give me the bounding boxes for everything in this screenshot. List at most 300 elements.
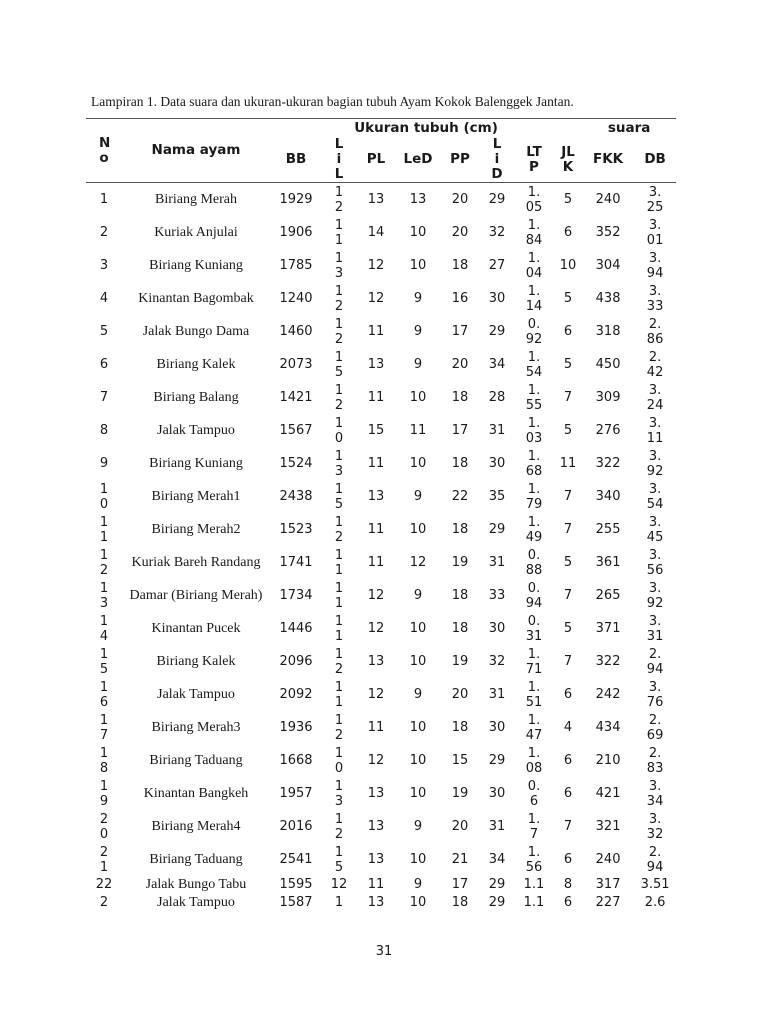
cell-pl: 13 bbox=[367, 786, 385, 801]
table-row bbox=[86, 216, 676, 249]
cell-fkk: 227 bbox=[595, 894, 621, 910]
cell-jlk: 6 bbox=[563, 324, 573, 339]
cell-led: 9 bbox=[413, 357, 423, 372]
cell-db: 3.92 bbox=[646, 580, 664, 611]
cell-jlk: 5 bbox=[563, 621, 573, 636]
cell-led: 10 bbox=[409, 753, 427, 768]
cell-ltp: 1.1 bbox=[523, 894, 545, 910]
cell-pp: 17 bbox=[451, 324, 469, 339]
table-row bbox=[86, 414, 676, 447]
cell-led: 9 bbox=[413, 324, 423, 339]
cell-lid: 32 bbox=[488, 225, 506, 240]
cell-ltp: 1.47 bbox=[525, 712, 543, 743]
table-row bbox=[86, 876, 676, 893]
cell-pp: 20 bbox=[451, 819, 469, 834]
cell-name: Biriang Balang bbox=[153, 390, 239, 405]
cell-lid: 29 bbox=[488, 894, 506, 910]
cell-led: 9 bbox=[413, 687, 423, 702]
cell-pl: 11 bbox=[367, 324, 385, 339]
table-row bbox=[86, 678, 676, 711]
cell-bb: 1523 bbox=[279, 522, 313, 537]
cell-pp: 18 bbox=[451, 390, 469, 405]
cell-led: 10 bbox=[409, 522, 427, 537]
cell-jlk: 5 bbox=[563, 291, 573, 306]
cell-jlk: 8 bbox=[563, 877, 573, 892]
cell-jlk: 7 bbox=[563, 390, 573, 405]
cell-bb: 1567 bbox=[279, 423, 313, 438]
cell-db: 3.54 bbox=[646, 481, 664, 512]
cell-lil: 15 bbox=[334, 481, 344, 512]
cell-lid: 30 bbox=[488, 456, 506, 471]
cell-db: 2.6 bbox=[644, 894, 666, 910]
table-row bbox=[86, 810, 676, 843]
table-row bbox=[86, 843, 676, 876]
header-pp: PP bbox=[440, 137, 480, 183]
cell-no: 22 bbox=[95, 877, 113, 892]
cell-led: 10 bbox=[409, 720, 427, 735]
cell-jlk: 7 bbox=[563, 588, 573, 603]
cell-no: 18 bbox=[99, 745, 109, 776]
cell-db: 3.51 bbox=[640, 877, 670, 892]
cell-bb: 2541 bbox=[279, 852, 313, 867]
cell-bb: 1929 bbox=[279, 192, 313, 207]
cell-fkk: 318 bbox=[595, 324, 621, 339]
cell-bb: 1906 bbox=[279, 225, 313, 240]
cell-fkk: 434 bbox=[595, 720, 621, 735]
cell-pp: 19 bbox=[451, 654, 469, 669]
cell-lid: 34 bbox=[488, 357, 506, 372]
cell-fkk: 361 bbox=[595, 555, 621, 570]
cell-led: 13 bbox=[409, 192, 427, 207]
cell-jlk: 7 bbox=[563, 489, 573, 504]
cell-pp: 20 bbox=[451, 225, 469, 240]
cell-pp: 22 bbox=[451, 489, 469, 504]
table-row bbox=[86, 546, 676, 579]
cell-bb: 1936 bbox=[279, 720, 313, 735]
cell-ltp: 0.6 bbox=[527, 778, 541, 809]
cell-pp: 18 bbox=[451, 258, 469, 273]
cell-ltp: 1.49 bbox=[525, 514, 543, 545]
cell-jlk: 5 bbox=[563, 357, 573, 372]
cell-pl: 11 bbox=[367, 720, 385, 735]
cell-fkk: 265 bbox=[595, 588, 621, 603]
cell-lid: 31 bbox=[488, 555, 506, 570]
cell-fkk: 210 bbox=[595, 753, 621, 768]
cell-jlk: 6 bbox=[563, 786, 573, 801]
cell-fkk: 255 bbox=[595, 522, 621, 537]
cell-db: 3.32 bbox=[646, 811, 664, 842]
cell-name: Biriang Taduang bbox=[149, 852, 243, 867]
cell-no: 21 bbox=[99, 844, 109, 875]
cell-pp: 21 bbox=[451, 852, 469, 867]
header-db: DB bbox=[634, 137, 676, 183]
cell-ltp: 1.04 bbox=[525, 250, 543, 281]
cell-db: 2.42 bbox=[646, 349, 664, 380]
cell-lil: 13 bbox=[334, 448, 344, 479]
cell-fkk: 352 bbox=[595, 225, 621, 240]
cell-name: Kuriak Anjulai bbox=[154, 225, 238, 240]
cell-ltp: 1.05 bbox=[525, 184, 543, 215]
cell-fkk: 317 bbox=[595, 877, 621, 892]
cell-lid: 31 bbox=[488, 423, 506, 438]
cell-pl: 13 bbox=[367, 894, 385, 910]
cell-lid: 29 bbox=[488, 877, 506, 892]
cell-lid: 33 bbox=[488, 588, 506, 603]
header-group-voice: suara bbox=[607, 119, 651, 136]
cell-db: 3.24 bbox=[646, 382, 664, 413]
cell-led: 9 bbox=[413, 877, 423, 892]
header-lid: LiD bbox=[480, 137, 514, 183]
cell-bb: 1668 bbox=[279, 753, 313, 768]
cell-pl: 13 bbox=[367, 852, 385, 867]
cell-db: 3.76 bbox=[646, 679, 664, 710]
cell-lid: 34 bbox=[488, 852, 506, 867]
cell-name: Biriang Merah2 bbox=[151, 522, 241, 537]
cell-pp: 20 bbox=[451, 192, 469, 207]
cell-lid: 28 bbox=[488, 390, 506, 405]
cell-lil: 13 bbox=[334, 778, 344, 809]
cell-led: 9 bbox=[413, 588, 423, 603]
cell-led: 10 bbox=[409, 621, 427, 636]
header-lil: LiL bbox=[322, 137, 356, 183]
cell-jlk: 11 bbox=[559, 456, 577, 471]
cell-lil: 12 bbox=[334, 712, 344, 743]
cell-ltp: 1.51 bbox=[525, 679, 543, 710]
cell-lil: 12 bbox=[334, 811, 344, 842]
cell-no: 13 bbox=[99, 580, 109, 611]
cell-lid: 30 bbox=[488, 786, 506, 801]
table-caption: Lampiran 1. Data suara dan ukuran-ukuran bagian tubuh Ayam Kokok Balenggek Jantan. bbox=[91, 94, 574, 109]
cell-name: Biriang Merah bbox=[154, 192, 238, 207]
cell-name: Biriang Kalek bbox=[156, 654, 236, 669]
cell-bb: 1957 bbox=[279, 786, 313, 801]
cell-lid: 29 bbox=[488, 324, 506, 339]
cell-no: 7 bbox=[99, 390, 109, 405]
cell-led: 12 bbox=[409, 555, 427, 570]
table-row bbox=[86, 249, 676, 282]
cell-no: 9 bbox=[99, 456, 109, 471]
cell-led: 11 bbox=[409, 423, 427, 438]
cell-lid: 30 bbox=[488, 720, 506, 735]
cell-lil: 12 bbox=[334, 316, 344, 347]
cell-pp: 20 bbox=[451, 357, 469, 372]
cell-lid: 32 bbox=[488, 654, 506, 669]
cell-name: Biriang Taduang bbox=[149, 753, 243, 768]
header-led: LeD bbox=[396, 137, 440, 183]
cell-pp: 18 bbox=[451, 894, 469, 910]
cell-lil: 11 bbox=[334, 679, 344, 710]
cell-jlk: 6 bbox=[563, 687, 573, 702]
cell-ltp: 0.31 bbox=[525, 613, 543, 644]
cell-ltp: 0.88 bbox=[525, 547, 543, 578]
cell-jlk: 6 bbox=[563, 852, 573, 867]
cell-pl: 14 bbox=[367, 225, 385, 240]
cell-pp: 18 bbox=[451, 720, 469, 735]
cell-name: Jalak Tampuo bbox=[157, 423, 235, 438]
cell-fkk: 322 bbox=[595, 456, 621, 471]
cell-name: Kuriak Bareh Randang bbox=[131, 555, 261, 570]
cell-lid: 27 bbox=[488, 258, 506, 273]
table-row bbox=[86, 744, 676, 777]
cell-lil: 10 bbox=[334, 415, 344, 446]
table-row bbox=[86, 513, 676, 546]
cell-bb: 1741 bbox=[279, 555, 313, 570]
cell-fkk: 304 bbox=[595, 258, 621, 273]
cell-no: 20 bbox=[99, 811, 109, 842]
cell-no: 2 bbox=[99, 894, 109, 910]
cell-db: 2.94 bbox=[646, 844, 664, 875]
cell-no: 2 bbox=[99, 225, 109, 240]
cell-db: 3.45 bbox=[646, 514, 664, 545]
cell-db: 2.69 bbox=[646, 712, 664, 743]
cell-led: 10 bbox=[409, 456, 427, 471]
table-row bbox=[86, 579, 676, 612]
header-jlk: JLK bbox=[554, 137, 582, 183]
cell-lid: 31 bbox=[488, 819, 506, 834]
cell-no: 3 bbox=[99, 258, 109, 273]
cell-ltp: 1.55 bbox=[525, 382, 543, 413]
cell-led: 10 bbox=[409, 258, 427, 273]
cell-name: Jalak Bungo Dama bbox=[142, 324, 250, 339]
cell-ltp: 0.92 bbox=[525, 316, 543, 347]
table-row bbox=[86, 893, 676, 911]
cell-lid: 30 bbox=[488, 291, 506, 306]
cell-pl: 11 bbox=[367, 555, 385, 570]
cell-db: 3.56 bbox=[646, 547, 664, 578]
cell-name: Biriang Merah1 bbox=[151, 489, 241, 504]
cell-jlk: 10 bbox=[559, 258, 577, 273]
cell-name: Biriang Kalek bbox=[156, 357, 236, 372]
cell-db: 3.34 bbox=[646, 778, 664, 809]
cell-bb: 2438 bbox=[279, 489, 313, 504]
cell-lil: 15 bbox=[334, 349, 344, 380]
cell-ltp: 1.03 bbox=[525, 415, 543, 446]
cell-ltp: 1.7 bbox=[527, 811, 541, 842]
cell-lil: 15 bbox=[334, 844, 344, 875]
cell-no: 17 bbox=[99, 712, 109, 743]
table-row bbox=[86, 315, 676, 348]
cell-no: 15 bbox=[99, 646, 109, 677]
cell-bb: 1734 bbox=[279, 588, 313, 603]
cell-bb: 2073 bbox=[279, 357, 313, 372]
cell-fkk: 309 bbox=[595, 390, 621, 405]
cell-pl: 11 bbox=[367, 390, 385, 405]
cell-pl: 13 bbox=[367, 489, 385, 504]
cell-fkk: 240 bbox=[595, 852, 621, 867]
cell-lil: 13 bbox=[334, 250, 344, 281]
cell-led: 10 bbox=[409, 654, 427, 669]
cell-lid: 30 bbox=[488, 621, 506, 636]
cell-fkk: 322 bbox=[595, 654, 621, 669]
cell-led: 10 bbox=[409, 390, 427, 405]
cell-jlk: 7 bbox=[563, 819, 573, 834]
cell-jlk: 7 bbox=[563, 522, 573, 537]
cell-ltp: 1.68 bbox=[525, 448, 543, 479]
cell-lil: 12 bbox=[334, 646, 344, 677]
cell-ltp: 0.94 bbox=[525, 580, 543, 611]
cell-name: Kinantan Bagombak bbox=[138, 291, 254, 306]
cell-bb: 2092 bbox=[279, 687, 313, 702]
cell-jlk: 6 bbox=[563, 225, 573, 240]
cell-jlk: 6 bbox=[563, 894, 573, 910]
cell-lil: 12 bbox=[334, 184, 344, 215]
table-row bbox=[86, 645, 676, 678]
cell-pp: 15 bbox=[451, 753, 469, 768]
cell-jlk: 5 bbox=[563, 192, 573, 207]
cell-pl: 12 bbox=[367, 687, 385, 702]
cell-ltp: 1.08 bbox=[525, 745, 543, 776]
cell-jlk: 4 bbox=[563, 720, 573, 735]
cell-jlk: 6 bbox=[563, 753, 573, 768]
cell-pp: 18 bbox=[451, 522, 469, 537]
cell-lil: 12 bbox=[330, 877, 348, 892]
cell-bb: 1595 bbox=[279, 877, 313, 892]
cell-no: 12 bbox=[99, 547, 109, 578]
cell-pl: 12 bbox=[367, 588, 385, 603]
cell-pl: 11 bbox=[367, 522, 385, 537]
cell-db: 3.94 bbox=[646, 250, 664, 281]
header-ltp: LTP bbox=[514, 137, 554, 183]
cell-lil: 11 bbox=[334, 547, 344, 578]
cell-pp: 18 bbox=[451, 588, 469, 603]
cell-db: 2.94 bbox=[646, 646, 664, 677]
header-bb: BB bbox=[270, 137, 322, 183]
cell-jlk: 7 bbox=[563, 654, 573, 669]
cell-no: 8 bbox=[99, 423, 109, 438]
cell-ltp: 1.56 bbox=[525, 844, 543, 875]
cell-lil: 11 bbox=[334, 613, 344, 644]
cell-fkk: 276 bbox=[595, 423, 621, 438]
cell-lid: 31 bbox=[488, 687, 506, 702]
cell-led: 9 bbox=[413, 819, 423, 834]
cell-name: Biriang Merah4 bbox=[151, 819, 241, 834]
cell-pp: 19 bbox=[451, 555, 469, 570]
cell-led: 9 bbox=[413, 291, 423, 306]
cell-lil: 11 bbox=[334, 217, 344, 248]
cell-led: 10 bbox=[409, 225, 427, 240]
cell-name: Biriang Merah3 bbox=[151, 720, 241, 735]
header-pl: PL bbox=[356, 137, 396, 183]
table-row bbox=[86, 348, 676, 381]
cell-bb: 1460 bbox=[279, 324, 313, 339]
cell-fkk: 371 bbox=[595, 621, 621, 636]
cell-lil: 10 bbox=[334, 745, 344, 776]
cell-lil: 12 bbox=[334, 382, 344, 413]
table-row bbox=[86, 282, 676, 315]
cell-lid: 29 bbox=[488, 192, 506, 207]
cell-jlk: 5 bbox=[563, 555, 573, 570]
cell-db: 3.31 bbox=[646, 613, 664, 644]
cell-no: 14 bbox=[99, 613, 109, 644]
cell-ltp: 1.54 bbox=[525, 349, 543, 380]
cell-pl: 12 bbox=[367, 753, 385, 768]
table-row bbox=[86, 480, 676, 513]
cell-led: 10 bbox=[409, 894, 427, 910]
cell-no: 4 bbox=[99, 291, 109, 306]
cell-fkk: 240 bbox=[595, 192, 621, 207]
cell-db: 3.11 bbox=[646, 415, 664, 446]
cell-lil: 11 bbox=[334, 580, 344, 611]
cell-name: Jalak Bungo Tabu bbox=[145, 877, 247, 892]
cell-ltp: 1.14 bbox=[525, 283, 543, 314]
cell-no: 1 bbox=[99, 192, 109, 207]
cell-db: 3.25 bbox=[646, 184, 664, 215]
header-fkk: FKK bbox=[582, 137, 634, 183]
cell-bb: 1785 bbox=[279, 258, 313, 273]
page-number: 31 bbox=[375, 944, 393, 959]
cell-ltp: 1.71 bbox=[525, 646, 543, 677]
cell-ltp: 1.79 bbox=[525, 481, 543, 512]
cell-pp: 20 bbox=[451, 687, 469, 702]
table-body bbox=[86, 183, 676, 912]
cell-ltp: 1.84 bbox=[525, 217, 543, 248]
header-no: No bbox=[86, 119, 122, 183]
header-name: Nama ayam bbox=[122, 119, 270, 183]
cell-ltp: 1.1 bbox=[523, 877, 545, 892]
table-row bbox=[86, 777, 676, 810]
cell-name: Biriang Kuniang bbox=[149, 258, 243, 273]
cell-pl: 12 bbox=[367, 291, 385, 306]
cell-pp: 17 bbox=[451, 877, 469, 892]
cell-fkk: 450 bbox=[595, 357, 621, 372]
cell-db: 3.01 bbox=[646, 217, 664, 248]
data-table bbox=[86, 119, 676, 911]
header-group-body: Ukuran tubuh (cm) bbox=[354, 119, 498, 136]
cell-db: 2.86 bbox=[646, 316, 664, 347]
cell-no: 19 bbox=[99, 778, 109, 809]
cell-led: 9 bbox=[413, 489, 423, 504]
cell-pp: 17 bbox=[451, 423, 469, 438]
cell-lil: 1 bbox=[334, 894, 344, 910]
cell-pp: 18 bbox=[451, 621, 469, 636]
cell-pl: 13 bbox=[367, 654, 385, 669]
cell-fkk: 421 bbox=[595, 786, 621, 801]
table-row bbox=[86, 183, 676, 217]
cell-lid: 35 bbox=[488, 489, 506, 504]
cell-bb: 1446 bbox=[279, 621, 313, 636]
cell-name: Damar (Biriang Merah) bbox=[129, 588, 263, 603]
table-row bbox=[86, 447, 676, 480]
cell-db: 3.33 bbox=[646, 283, 664, 314]
cell-bb: 2096 bbox=[279, 654, 313, 669]
cell-pl: 12 bbox=[367, 621, 385, 636]
cell-no: 5 bbox=[99, 324, 109, 339]
cell-pp: 16 bbox=[451, 291, 469, 306]
table-row bbox=[86, 612, 676, 645]
cell-lil: 12 bbox=[334, 514, 344, 545]
cell-pp: 18 bbox=[451, 456, 469, 471]
cell-fkk: 438 bbox=[595, 291, 621, 306]
cell-pl: 13 bbox=[367, 819, 385, 834]
cell-no: 16 bbox=[99, 679, 109, 710]
cell-name: Kinantan Bangkeh bbox=[143, 786, 249, 801]
cell-bb: 1524 bbox=[279, 456, 313, 471]
cell-pl: 13 bbox=[367, 357, 385, 372]
cell-lid: 29 bbox=[488, 522, 506, 537]
cell-no: 6 bbox=[99, 357, 109, 372]
cell-bb: 1421 bbox=[279, 390, 313, 405]
cell-jlk: 5 bbox=[563, 423, 573, 438]
cell-lid: 29 bbox=[488, 753, 506, 768]
cell-pl: 11 bbox=[367, 877, 385, 892]
table-row bbox=[86, 381, 676, 414]
cell-pp: 19 bbox=[451, 786, 469, 801]
cell-bb: 2016 bbox=[279, 819, 313, 834]
cell-fkk: 321 bbox=[595, 819, 621, 834]
cell-no: 11 bbox=[99, 514, 109, 545]
cell-pl: 11 bbox=[367, 456, 385, 471]
cell-no: 10 bbox=[99, 481, 109, 512]
